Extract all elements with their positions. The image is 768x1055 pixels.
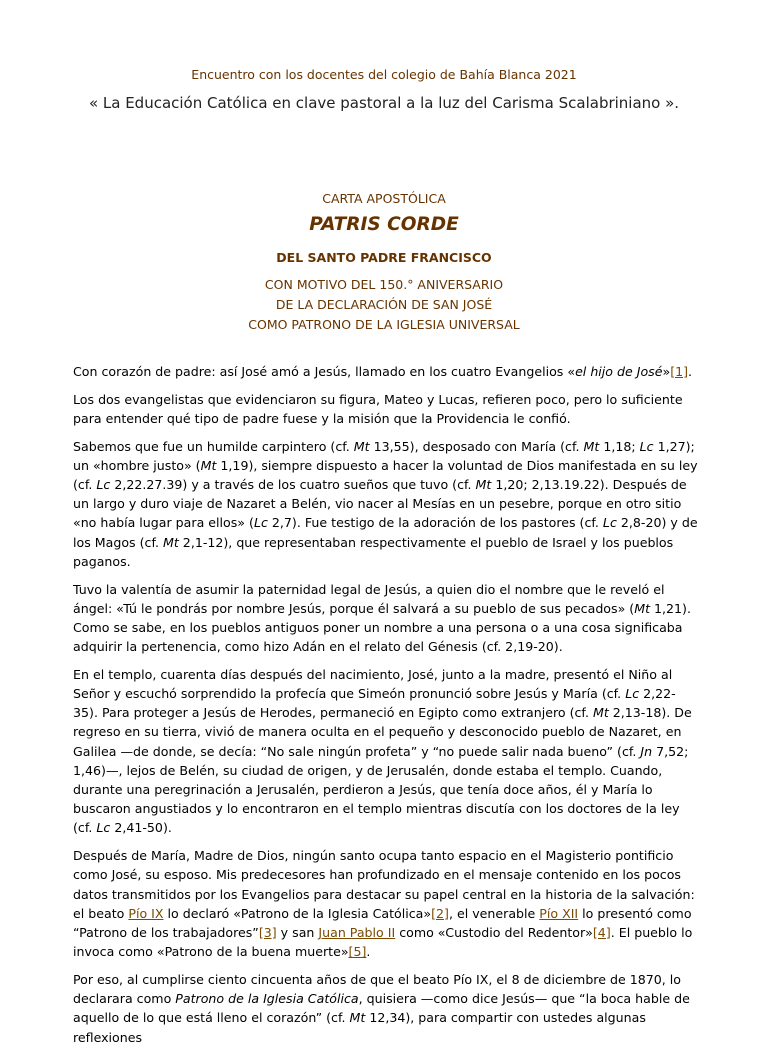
occasion-line-1: CON MOTIVO DEL 150.° ANIVERSARIO <box>264 277 504 292</box>
event-title: Encuentro con los docentes del colegio de Bahía Blanca 2021 <box>191 67 577 82</box>
letter-kind: CARTA APOSTÓLICA <box>322 191 446 206</box>
letter-author: DEL SANTO PADRE FRANCISCO <box>276 250 492 265</box>
occasion-line-3: COMO PATRONO DE LA IGLESIA UNIVERSAL <box>248 317 520 332</box>
footnote-link-2[interactable]: [2] <box>431 905 449 921</box>
link-pio-ix[interactable]: Pío IX <box>128 905 164 921</box>
footnote-link-5[interactable]: [5] <box>348 944 367 960</box>
paragraph-7: Por eso, al cumplirse ciento cincuenta años de que el beato Pío IX, el 8 de diciembre de 1870, lo declarara como Patrono de la Iglesia Católica, quisiera —como dice Jesús— que “la boca hable de aquello de lo que está lleno el corazón” (cf. Mt 12,34), para compartir con ustedes algunas reflexiones <box>73 971 690 1045</box>
footnote-link-4[interactable]: [4] <box>592 924 611 940</box>
paragraph-2: Los dos evangelistas que evidenciaron su figura, Mateo y Lucas, refieren poco, pero lo suficiente para entender qué tipo de padre fuese y la misión que la Providencia le confió. <box>73 391 683 426</box>
letter-body <box>73 362 698 1055</box>
paragraph-6: Después de María, Madre de Dios, ningún santo ocupa tanto espacio en el Magisterio pontificio como José, su esposo. Mis predecesores han profundizado en el mensaje contenido en los pocos datos transmitidos por los Evangelios para destacar su papel central en la historia de la salvación: el beato Pío IX lo declaró «Patrono de la Iglesia Católica»[2], el venerable Pío XII lo presentó como “Patrono de los trabajadores”[3] y san Juan Pablo II como «Custodio del Redentor»[4]. El pueblo lo invoca como «Patrono de la buena muerte»[5]. <box>73 848 695 960</box>
paragraph-5: En el templo, cuarenta días después del nacimiento, José, junto a la madre, presentó el Niño al Señor y escuchó sorprendido la profecía que Simeón pronunció sobre Jesús y María (cf. Lc 2,22-35). Para proteger a Jesús de Herodes, permaneció en Egipto como extranjero (cf. Mt 2,13-18). De regreso en su tierra, vivió de manera oculta en el pequeño y desconocido pueblo de Nazaret, en Galilea —de donde, se decía: “No sale ningún profeta” y “no puede salir nada bueno” (cf. Jn 7,52; 1,46)—, lejos de Belén, su ciudad de origen, y de Jerusalén, donde estaba el templo. Cuando, durante una peregrinación a Jerusalén, perdieron a Jesús, que tenía doce años, él y María lo buscaron angustiados y lo encontraron en el templo mientras discutía con los doctores de la ley (cf. Lc 2,41-50). <box>73 666 692 836</box>
letter-title: PATRIS CORDE <box>309 214 459 235</box>
footnote-link-1[interactable]: [1] <box>670 364 689 379</box>
paragraph-4: Tuvo la valentía de asumir la paternidad legal de Jesús, a quien dio el nombre que le reveló el ángel: «Tú le pondrás por nombre Jesús, porque él salvará a su pueblo de sus pecados» (Mt 1,21). Como se sabe, en los pueblos antiguos poner un nombre a una persona o a una cosa significaba adquirir la pertenencia, como hizo Adán en el relato del Génesis (cf. 2,19-20). <box>73 581 691 655</box>
letter-occasion <box>0 275 768 335</box>
occasion-line-2: DE LA DECLARACIÓN DE SAN JOSÉ <box>275 297 493 312</box>
link-pio-xii[interactable]: Pío XII <box>539 905 579 921</box>
paragraph-1: Con corazón de padre: así José amó a Jesús, llamado en los cuatro Evangelios «el hijo de José»[1]. <box>73 364 693 379</box>
link-juan-pablo-ii[interactable]: Juan Pablo II <box>318 924 396 940</box>
paragraph-3: Sabemos que fue un humilde carpintero (cf. Mt 13,55), desposado con María (cf. Mt 1,18; Lc 1,27); un «hombre justo» (Mt 1,19), siempre dispuesto a hacer la voluntad de Dios manifestada en su ley (cf. Lc 2,22.27.39) y a través de los cuatro sueños que tuvo (cf. Mt 1,20; 2,13.19.22). Después de un largo y duro viaje de Nazaret a Belén, vio nacer al Mesías en un pesebre, porque en otro sitio «no había lugar para ellos» (Lc 2,7). Fue testigo de la adoración de los pastores (cf. Lc 2,8-20) y de los Magos (cf. Mt 2,1-12), que representaban respectivamente el pueblo de Israel y los pueblos paganos. <box>73 438 698 569</box>
footnote-link-3[interactable]: [3] <box>258 924 277 940</box>
event-subtitle: « La Educación Católica en clave pastoral a la luz del Carisma Scalabriniano ». <box>88 94 680 112</box>
